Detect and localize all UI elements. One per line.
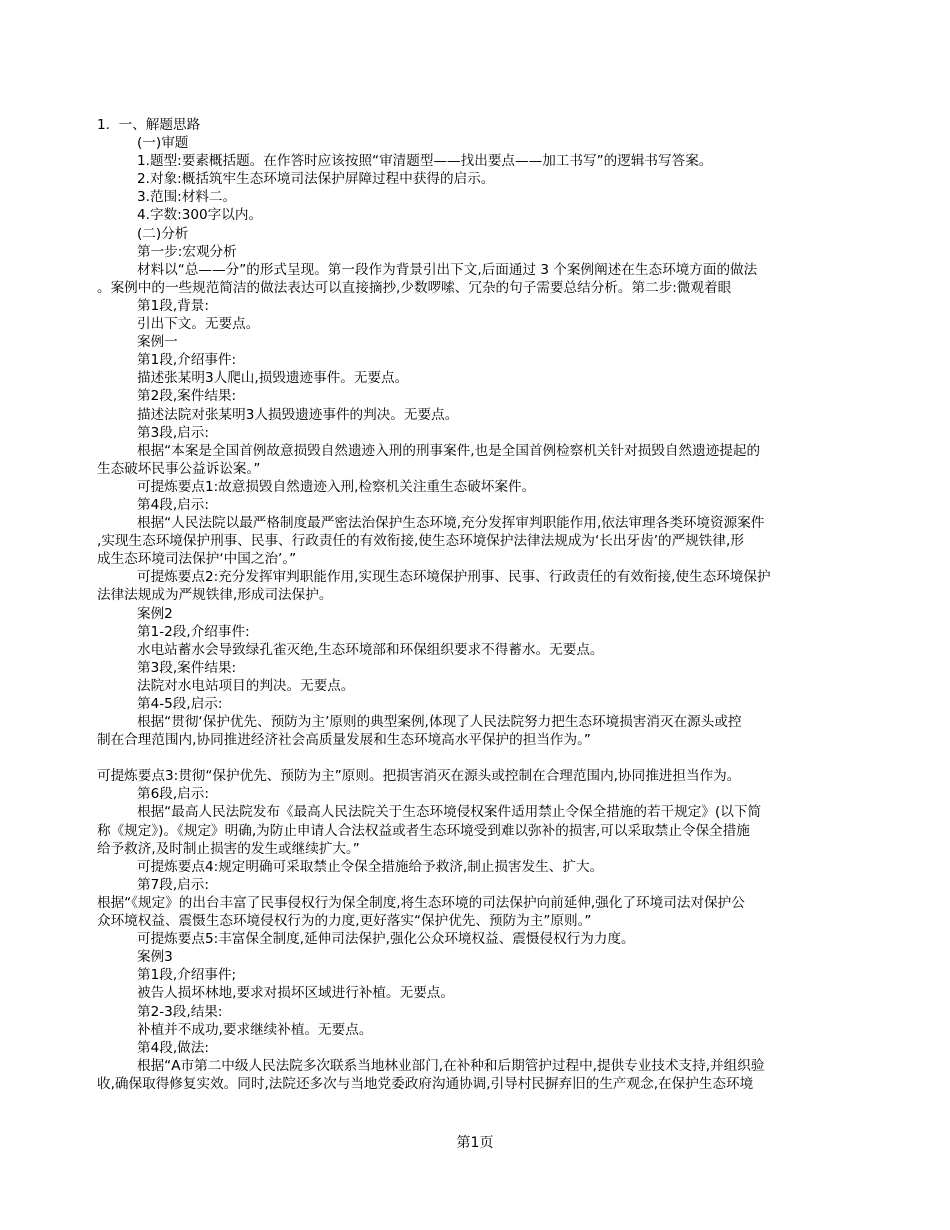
- text-line: 可提炼要点3:贯彻“保护优先、预防为主”原则。把损害消灭在源头或控制在合理范围内,协同推进担当作为。: [97, 768, 741, 785]
- text-line: 第3段,启示:: [137, 424, 209, 441]
- text-line: 给予救济,及时制止损害的发生或继续扩大。”: [97, 840, 360, 857]
- text-line: 成生态环境司法保护‘中国之治’。”: [97, 551, 297, 568]
- text-line: 可提炼要点5:丰富保全制度,延伸司法保护,强化公众环境权益、震慑侵权行为力度。: [137, 931, 635, 948]
- text-line: 。案例中的一些规范简洁的做法表达可以直接摘抄,少数啰嗦、冗杂的句子需要总结分析。第二步:微观着眼: [97, 279, 732, 296]
- text-line: 1.题型:要素概括题。在作答时应该按照“审清题型——找出要点——加工书写”的逻辑书写答案。: [137, 153, 713, 170]
- text-line: 案例3: [137, 949, 173, 966]
- text-line: ,实现生态环境保护刑事、民事、行政责任的有效衔接,使生态环境保护法律法规成为‘长出牙齿’的严规铁律,形: [97, 533, 744, 550]
- page-number: 第1页: [456, 1135, 494, 1151]
- text-line: 第2-3段,结果:: [137, 1003, 223, 1020]
- text-line: 第4-5段,启示:: [137, 696, 223, 712]
- text-line: 根据“A市第二中级人民法院多次联系当地林业部门,在补种和后期管护过程中,提供专业技术支持,并组织验: [137, 1057, 765, 1074]
- text-line: 制在合理范围内,协同推进经济社会高质量发展和生态环境高水平保护的担当作为。”: [97, 732, 591, 749]
- text-line: 法院对水电站项目的判决。无要点。: [137, 677, 355, 694]
- text-line: 第3段,案件结果:: [137, 659, 237, 676]
- text-line: 根据“《规定》的出台丰富了民事侵权行为保全制度,将生态环境的司法保护向前延伸,强化了环境司法对保护公: [97, 894, 745, 911]
- text-line: 被告人损坏林地,要求对损坏区域进行补植。无要点。: [137, 985, 454, 1002]
- text-line: (一)审题: [137, 135, 189, 152]
- text-line: 第4段,启示:: [137, 496, 209, 513]
- text-line: 可提炼要点4:规定明确可采取禁止令保全措施给予救济,制止损害发生、扩大。: [137, 858, 604, 875]
- text-line: 收,确保取得修复实效。同时,法院还多次与当地党委政府沟通协调,引导村民摒弃旧的生产观念,在保护生态环境: [97, 1075, 754, 1092]
- text-line: (二)分析: [137, 225, 189, 242]
- text-line: 水电站蓄水会导致绿孔雀灭绝,生态环境部和环保组织要求不得蓄水。无要点。: [137, 641, 604, 658]
- text-line: 第1-2段,介绍事件:: [137, 623, 250, 640]
- text-line: [97, 749, 867, 767]
- text-line: 根据“人民法院以最严格制度最严密法治保护生态环境,充分发挥审判职能作用,依法审理各类环境资源案件: [137, 515, 765, 532]
- text-line: 生态破坏民事公益诉讼案。”: [97, 460, 261, 477]
- text-line: 2.对象:概括筑牢生态环境司法保护屏障过程中获得的启示。: [137, 171, 495, 188]
- text-line: 根据“本案是全国首例故意损毁自然遗迹入刑的刑事案件,也是全国首例检察机关针对损毁自然遗迹提起的: [137, 442, 761, 459]
- text-line: 引出下文。无要点。: [137, 316, 260, 333]
- text-line: 补植并不成功,要求继续补植。无要点。: [137, 1021, 373, 1038]
- text-line: 可提炼要点1:故意损毁自然遗迹入刑,检察机关注重生态破坏案件。: [137, 478, 536, 495]
- text-line: 根据“贯彻‘保护优先、预防为主’原则的典型案例,体现了人民法院努力把生态环境损害消灭在源头或控: [137, 714, 742, 731]
- text-line: 3.范围:材料二。: [137, 189, 237, 206]
- text-line: 称《规定》)。《规定》明确,为防止申请人合法权益或者生态环境受到难以弥补的损害,可以采取禁止令保全措施: [97, 822, 750, 839]
- text-line: 描述法院对张某明3人损毁遗迹事件的判决。无要点。: [137, 406, 459, 423]
- text-line: 描述张某明3人爬山,损毁遗迹事件。无要点。: [137, 370, 409, 387]
- text-line: 第7段,启示:: [137, 876, 209, 893]
- text-line: 第2段,案件结果:: [137, 388, 237, 405]
- text-line: 第一步:宏观分析: [137, 243, 237, 260]
- text-line: 根据“最高人民法院发布《最高人民法院关于生态环境侵权案件适用禁止令保全措施的若干规定》(以下简: [137, 804, 762, 821]
- text-line: 第6段,启示:: [137, 786, 209, 803]
- text-line: 第1段,背景:: [137, 297, 209, 314]
- text-line: 案例一: [137, 334, 178, 351]
- text-line: 第4段,做法:: [137, 1039, 209, 1056]
- text-line: 材料以“总——分”的形式呈现。第一段作为背景引出下文,后面通过 3 个案例阐述在生态环境方面的做法: [137, 261, 758, 278]
- document-body: [97, 116, 867, 1093]
- text-line: 第1段,介绍事件:: [137, 352, 237, 369]
- text-line: 1. 一、解题思路: [97, 117, 201, 133]
- text-line: 法律法规成为严规铁律,形成司法保护。: [97, 587, 333, 604]
- text-line: 案例2: [137, 605, 173, 622]
- text-line: 4.字数:300字以内。: [137, 207, 263, 224]
- text-line: 众环境权益、震慑生态环境侵权行为的力度,更好落实“保护优先、预防为主”原则。”: [97, 913, 592, 930]
- text-line: 第1段,介绍事件;: [137, 967, 237, 984]
- text-line: 可提炼要点2:充分发挥审判职能作用,实现生态环境保护刑事、民事、行政责任的有效衔接,使生态环境保护: [137, 569, 771, 586]
